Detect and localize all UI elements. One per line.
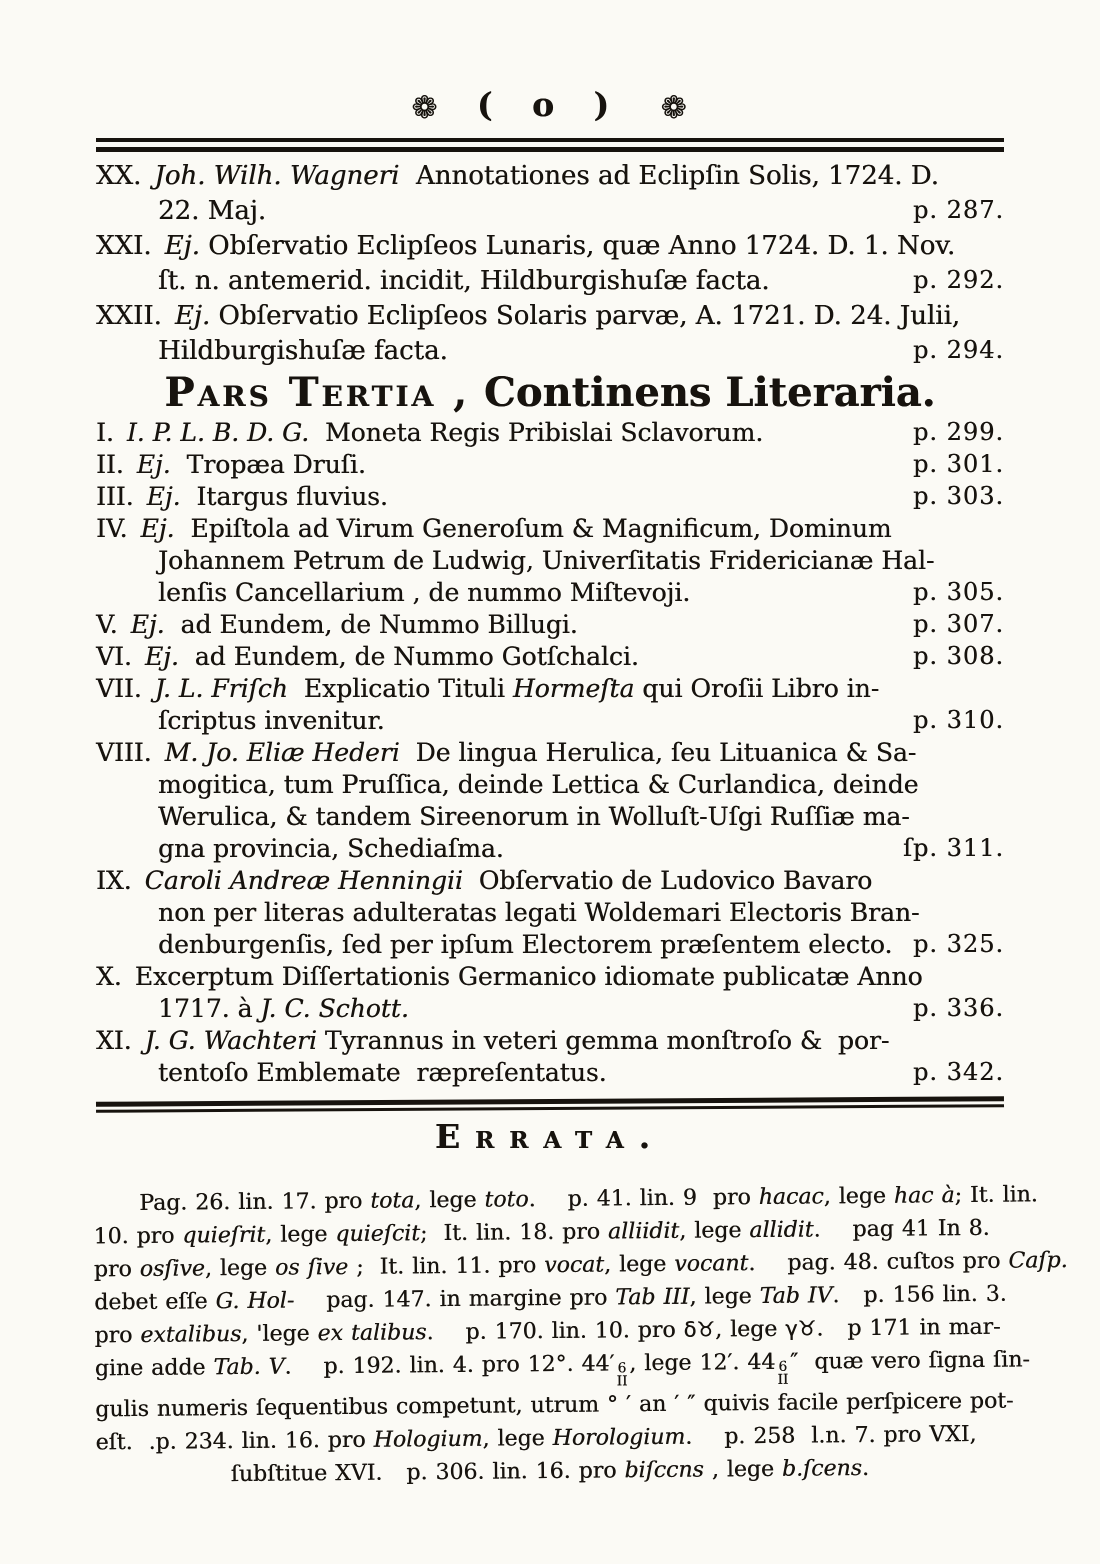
text-run: denburgenſis, ſed per ipſum Electorem præſentem electo. [158, 930, 893, 959]
italic-text-run: Ej. [136, 450, 171, 479]
top-double-rule [96, 138, 1004, 152]
toc-entry [96, 299, 1004, 369]
text-run: ſcriptus invenitur. [158, 706, 385, 735]
text-run: Tyrannus in veteri gemma monſtroſo & por- [316, 1026, 890, 1055]
italic-text-run: Caroli Andreæ Henningii [144, 866, 463, 895]
text-run: gulis numeris ſequentibus competunt, utrum ° ′ an ′ ″ quivis facile perſpicere pot- [95, 1388, 1014, 1423]
italic-text-run: tota [370, 1188, 415, 1215]
text-run: , lege [703, 1457, 783, 1483]
astronomical-symbol: δ♉ [683, 1317, 716, 1343]
text-run: , lege [204, 1256, 276, 1282]
italic-text-run: toto [484, 1187, 529, 1214]
text-run: Johannem Petrum de Ludwig, Univerſitatis Fridericianæ Hal- [158, 546, 935, 575]
italic-text-run: Hologium [373, 1426, 483, 1454]
italic-text-run: hacac [758, 1184, 824, 1211]
toc-entry-page-number: p. 310. [912, 706, 1004, 734]
errata-paragraph [93, 1179, 1068, 1493]
text-run: Obſervatio Eclipſeos Solaris parvæ, A. 1721. D. 24. Julii, [210, 301, 961, 331]
toc-entry-line [158, 897, 1004, 929]
text-run: Itargus fluvius. [180, 482, 388, 511]
toc-entry-numeral: I. [96, 418, 114, 447]
toc-entry-numeral: X. [96, 962, 122, 991]
toc-entry-line [96, 609, 1004, 641]
text-run: . pag 41 In 8. [813, 1216, 990, 1243]
toc-entry-numeral: XI. [96, 1026, 132, 1055]
section-heading-rest: Continens Literaria. [470, 369, 936, 416]
italic-text-run: Ej. [130, 610, 165, 639]
text-run: mogitica, tum Pruſſica, deinde Lettica & Curlandica, deinde [158, 770, 919, 799]
toc-entry-page-number: p. 308. [912, 642, 1004, 670]
section-heading-smallcaps: Pars Tertia , [164, 369, 470, 416]
toc-entry [96, 865, 1004, 961]
italic-text-run: Tab IV [759, 1283, 833, 1310]
italic-text-run: Ej. [144, 642, 179, 671]
toc-entry [96, 417, 1004, 449]
toc-entry-page-number: p. 292. [912, 266, 1004, 294]
fraction-numerator: 6 [778, 1359, 788, 1376]
text-run: ″ quæ vero ſigna ſin- [789, 1347, 1030, 1376]
text-run: . p. 192. lin. 4. pro 12°. 44′ [284, 1351, 615, 1380]
italic-text-run: Tab. V [213, 1354, 285, 1381]
italic-text-run: I. P. L. B. D. G. [126, 418, 310, 447]
toc-entry-numeral: VIII. [96, 738, 152, 767]
toc-upper-list [96, 159, 1004, 369]
text-run: ad Eundem, de Nummo Gotſchalci. [178, 642, 639, 671]
toc-entry-line [96, 481, 1004, 513]
text-run: Epiſtola ad Virum Generoſum & Magnificum, Dominum [174, 514, 892, 543]
text-run: gna provincia, Schediaſma. [158, 834, 504, 863]
toc-entry [96, 641, 1004, 673]
italic-text-run: extalibus [140, 1322, 242, 1349]
toc-entry-line [158, 993, 1004, 1025]
toc-entry-line [96, 641, 1004, 673]
italic-text-run: quieſrit [182, 1223, 266, 1249]
text-run: Explicatio Tituli [287, 674, 513, 703]
toc-entry-page-number: p. 325. [912, 930, 1004, 958]
italic-text-run: Caſp. [1008, 1248, 1068, 1274]
toc-entry-numeral: V. [96, 610, 118, 639]
text-run: , lege [603, 1252, 675, 1278]
toc-entry-line [96, 159, 1004, 194]
toc-entry [96, 449, 1004, 481]
italic-text-run: Ej. [146, 482, 181, 511]
toc-entry-line [158, 833, 1004, 865]
errata-heading: Errata. [434, 1117, 666, 1156]
text-run: . p. 156 lin. 3. [832, 1282, 1007, 1309]
italic-text-run: ex talibus [317, 1320, 427, 1347]
text-run: ſt. n. antemerid. incidit, Hildburgishuſæ facta. [158, 266, 770, 296]
italic-text-run: Tab III [615, 1285, 690, 1311]
errata-line [96, 1451, 1004, 1493]
text-run: ad Eundem, de Nummo Billugi. [164, 610, 578, 639]
italic-text-run: quieſcit [335, 1221, 421, 1248]
toc-entry [96, 1025, 1004, 1089]
italic-text-run: Hormeſta [512, 674, 635, 703]
text-run: ; It. lin. 11. pro [348, 1253, 545, 1281]
text-run: . pag. 48. cuſtos pro [748, 1248, 1009, 1277]
text-run: , 'lege [241, 1321, 318, 1348]
fraction-numerator: 6 [617, 1360, 627, 1377]
text-run: tentoſo Emblemate ræpreſentatus. [158, 1058, 607, 1087]
italic-text-run: Ej. [174, 301, 211, 331]
text-run: Moneta Regis Pribislai Sclavorum. [309, 418, 764, 447]
toc-entry-line [96, 417, 1004, 449]
text-run: gine adde [94, 1355, 214, 1382]
italic-text-run: alliidit [607, 1219, 680, 1245]
toc-entry-line [96, 1025, 1004, 1057]
text-run: . p. 41. lin. 9 pro [528, 1185, 759, 1213]
text-run: Werulica, & tandem Sireenorum in Wolluſt-Uſgi Ruſſiæ ma- [158, 802, 910, 831]
text-run: pro [94, 1323, 141, 1349]
text-run: ſubſtitue XVI. p. 306. lin. 16. pro [230, 1458, 625, 1488]
toc-entry-line [96, 961, 1004, 993]
toc-entry-line [158, 264, 1004, 299]
text-run: debet eſſe [94, 1289, 216, 1316]
toc-entry-line [158, 1057, 1004, 1089]
toc-entry-line [96, 299, 1004, 334]
text-run: . p. 258 l.n. 7. pro VXI, [685, 1422, 977, 1451]
italic-text-run: biſccns [624, 1457, 704, 1484]
floral-ornament-right-icon: ❁ [660, 90, 689, 126]
toc-entry [96, 513, 1004, 609]
toc-entry [96, 159, 1004, 229]
text-run: eſt. .p. 234. lin. 16. pro [95, 1428, 374, 1456]
text-run: pag. 147. in margine pro [294, 1285, 616, 1314]
italic-text-run: J. C. Schott. [260, 994, 409, 1023]
toc-entry-numeral: VII. [96, 674, 142, 703]
text-run: Pag. 26. lin. 17. pro [139, 1189, 371, 1217]
toc-entry-line [158, 705, 1004, 737]
toc-entry-page-number: p. 305. [912, 578, 1004, 606]
toc-entry-page-number: p. 301. [912, 450, 1004, 478]
text-run: , lege [679, 1218, 750, 1245]
toc-entry-line [96, 737, 1004, 769]
section-heading [96, 369, 1004, 417]
toc-entry-line [158, 801, 1004, 833]
toc-entry-numeral: III. [96, 482, 134, 511]
italic-text-run: Joh. Wilh. Wagneri [154, 161, 400, 191]
toc-entry-page-number: p. 307. [912, 610, 1004, 638]
text-run: Obſervatio Eclipſeos Lunaris, quæ Anno 1724. D. 1. Nov. [199, 231, 956, 261]
toc-entry [96, 481, 1004, 513]
text-run: ; It. lin. [954, 1182, 1038, 1209]
toc-entry-line [158, 769, 1004, 801]
text-run: , lege [265, 1222, 336, 1249]
page-header [96, 84, 1004, 129]
text-run: Excerptum Diſſertationis Germanico idiomate publicatæ Anno [134, 962, 923, 991]
page-content [0, 84, 1100, 1492]
text-run: . [861, 1456, 870, 1482]
toc-entry-numeral: XXII. [96, 301, 162, 331]
text-run: , lege [414, 1188, 485, 1214]
italic-text-run: vocant [674, 1251, 749, 1278]
italic-text-run: vocat [544, 1252, 605, 1279]
text-run: 10. pro [93, 1223, 183, 1250]
toc-entry-page-number: p. 303. [912, 482, 1004, 510]
toc-entry-line [158, 545, 1004, 577]
italic-text-run: J. L. Friſch [154, 674, 288, 703]
text-run: Hildburgishuſæ facta. [158, 336, 448, 366]
toc-entry-line [158, 334, 1004, 369]
text-run: non per literas adulteratas legati Woldemari Electoris Bran- [158, 898, 920, 927]
toc-entry [96, 609, 1004, 641]
italic-text-run: Ej. [140, 514, 175, 543]
text-run: , lege [689, 1284, 760, 1311]
text-run: , lege [714, 1317, 786, 1343]
toc-main-list [96, 417, 1004, 1089]
inline-fraction [616, 1360, 628, 1390]
fraction-denominator: II [777, 1372, 789, 1389]
text-run: De lingua Herulica, ſeu Lituanica & Sa- [399, 738, 917, 767]
toc-entry-line [158, 194, 1004, 229]
italic-text-run: Ej. [164, 231, 200, 261]
toc-entry-line [96, 229, 1004, 264]
text-run: , lege [823, 1184, 894, 1210]
toc-entry [96, 673, 1004, 737]
italic-text-run: M. Jo. Eliæ Hederi [164, 738, 400, 767]
italic-text-run: osſive [139, 1256, 205, 1283]
toc-entry-numeral: XXI. [96, 231, 152, 261]
toc-entry-numeral: II. [96, 450, 124, 479]
toc-entry-line [158, 929, 1004, 961]
toc-entry-numeral: XX. [96, 161, 142, 191]
text-run: lenſis Cancellarium , de nummo Miſtevoji. [158, 578, 691, 607]
toc-entry-numeral: IV. [96, 514, 128, 543]
header-folio-mark: ( o ) [476, 85, 624, 124]
toc-entry-line [96, 513, 1004, 545]
toc-entry [96, 961, 1004, 1025]
toc-entry-line [96, 449, 1004, 481]
toc-entry [96, 737, 1004, 865]
text-run: Obſervatio de Ludovico Bavaro [462, 866, 873, 895]
inline-fraction [777, 1361, 788, 1387]
text-run: . p 171 in mar- [816, 1315, 1001, 1342]
toc-entry-page-number: p. 299. [912, 418, 1004, 446]
toc-entry-line [96, 673, 1004, 705]
toc-entry-page-number: p. 294. [912, 336, 1004, 364]
text-run: Annotationes ad Eclipſin Solis, 1724. D. [399, 161, 939, 191]
text-run: , lege 12′. 44 [629, 1350, 776, 1377]
text-run: 1717. à [158, 994, 261, 1023]
italic-text-run: allidit [749, 1217, 814, 1244]
toc-entry-line [96, 865, 1004, 897]
errata-divider-rule [96, 1096, 1004, 1113]
toc-entry-page-number: p. 342. [912, 1058, 1004, 1086]
text-run: 22. Maj. [158, 196, 267, 226]
text-run: . p. 170. lin. 10. pro [426, 1318, 684, 1346]
astronomical-symbol: γ♉ [785, 1316, 817, 1342]
toc-entry-line [158, 577, 1004, 609]
fraction-denominator: II [616, 1373, 628, 1390]
italic-text-run: G. Hol- [215, 1288, 295, 1315]
text-run: , lege [482, 1426, 553, 1452]
italic-text-run: hac à [893, 1183, 955, 1210]
text-run: ; It. lin. 18. pro [419, 1219, 609, 1247]
italic-text-run: os ſive [274, 1255, 349, 1282]
italic-text-run: J. G. Wachteri [144, 1026, 317, 1055]
toc-entry-page-number: p. 287. [912, 196, 1004, 224]
text-run: pro [93, 1257, 140, 1283]
toc-entry-page-number: ſp. 311. [903, 834, 1004, 862]
italic-text-run: b.ſcens [781, 1456, 863, 1483]
toc-entry [96, 229, 1004, 299]
text-run: qui Oroſii Libro in- [634, 674, 880, 703]
text-run: Tropæa Druſi. [170, 450, 366, 479]
toc-entry-numeral: VI. [96, 642, 132, 671]
italic-text-run: Horologium [552, 1425, 686, 1452]
toc-entry-numeral: IX. [96, 866, 132, 895]
floral-ornament-left-icon: ❁ [411, 90, 440, 126]
toc-entry-page-number: p. 336. [912, 994, 1004, 1022]
